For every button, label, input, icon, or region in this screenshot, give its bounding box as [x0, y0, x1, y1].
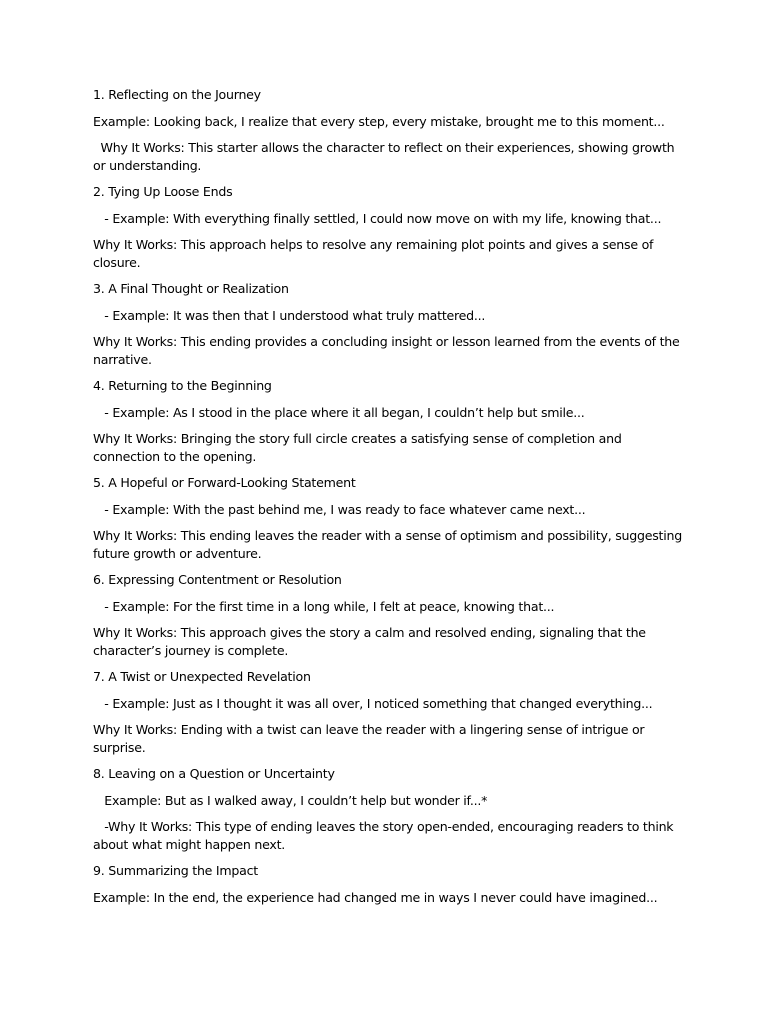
heading-2: 2. Tying Up Loose Ends	[93, 184, 233, 199]
example-1: Example: Looking back, I realize that every step, every mistake, brought me to this moment...	[93, 113, 665, 129]
heading-3: 3. A Final Thought or Realization	[93, 281, 289, 296]
example-9: Example: In the end, the experience had changed me in ways I never could have imagined...	[93, 889, 658, 905]
example-8: Example: But as I walked away, I couldn’t help but wonder if...*	[93, 792, 488, 808]
heading-9: 9. Summarizing the Impact	[93, 863, 258, 878]
document-page	[93, 86, 686, 915]
heading-6: 6. Expressing Contentment or Resolution	[93, 572, 342, 587]
example-2: - Example: With everything finally settled, I could now move on with my life, knowing that...	[93, 210, 662, 226]
why-it-works-8: -Why It Works: This type of ending leaves the story open-ended, encouraging readers to think about what might happen next.	[93, 819, 678, 852]
why-it-works-1: Why It Works: This starter allows the character to reflect on their experiences, showing growth or understanding.	[93, 140, 679, 173]
why-it-works-5: Why It Works: This ending leaves the reader with a sense of optimism and possibility, suggesting future growth or adventure.	[93, 528, 686, 561]
example-7: - Example: Just as I thought it was all over, I noticed something that changed everything...	[93, 695, 653, 711]
example-6: - Example: For the first time in a long while, I felt at peace, knowing that...	[93, 598, 555, 614]
why-it-works-4: Why It Works: Bringing the story full circle creates a satisfying sense of completion and connection to the opening.	[93, 431, 626, 464]
heading-4: 4. Returning to the Beginning	[93, 378, 272, 393]
heading-8: 8. Leaving on a Question or Uncertainty	[93, 766, 335, 781]
example-4: - Example: As I stood in the place where it all began, I couldn’t help but smile...	[93, 404, 585, 420]
why-it-works-2: Why It Works: This approach helps to resolve any remaining plot points and gives a sense of closure.	[93, 237, 657, 270]
heading-5: 5. A Hopeful or Forward-Looking Statement	[93, 475, 356, 490]
why-it-works-3: Why It Works: This ending provides a concluding insight or lesson learned from the events of the narrative.	[93, 334, 684, 367]
example-5: - Example: With the past behind me, I was ready to face whatever came next...	[93, 501, 586, 517]
why-it-works-6: Why It Works: This approach gives the story a calm and resolved ending, signaling that the character’s journey is complete.	[93, 625, 650, 658]
heading-1: 1. Reflecting on the Journey	[93, 87, 261, 102]
why-it-works-7: Why It Works: Ending with a twist can leave the reader with a lingering sense of intrigue or surprise.	[93, 722, 649, 755]
heading-7: 7. A Twist or Unexpected Revelation	[93, 669, 311, 684]
example-3: - Example: It was then that I understood what truly mattered...	[93, 307, 486, 323]
